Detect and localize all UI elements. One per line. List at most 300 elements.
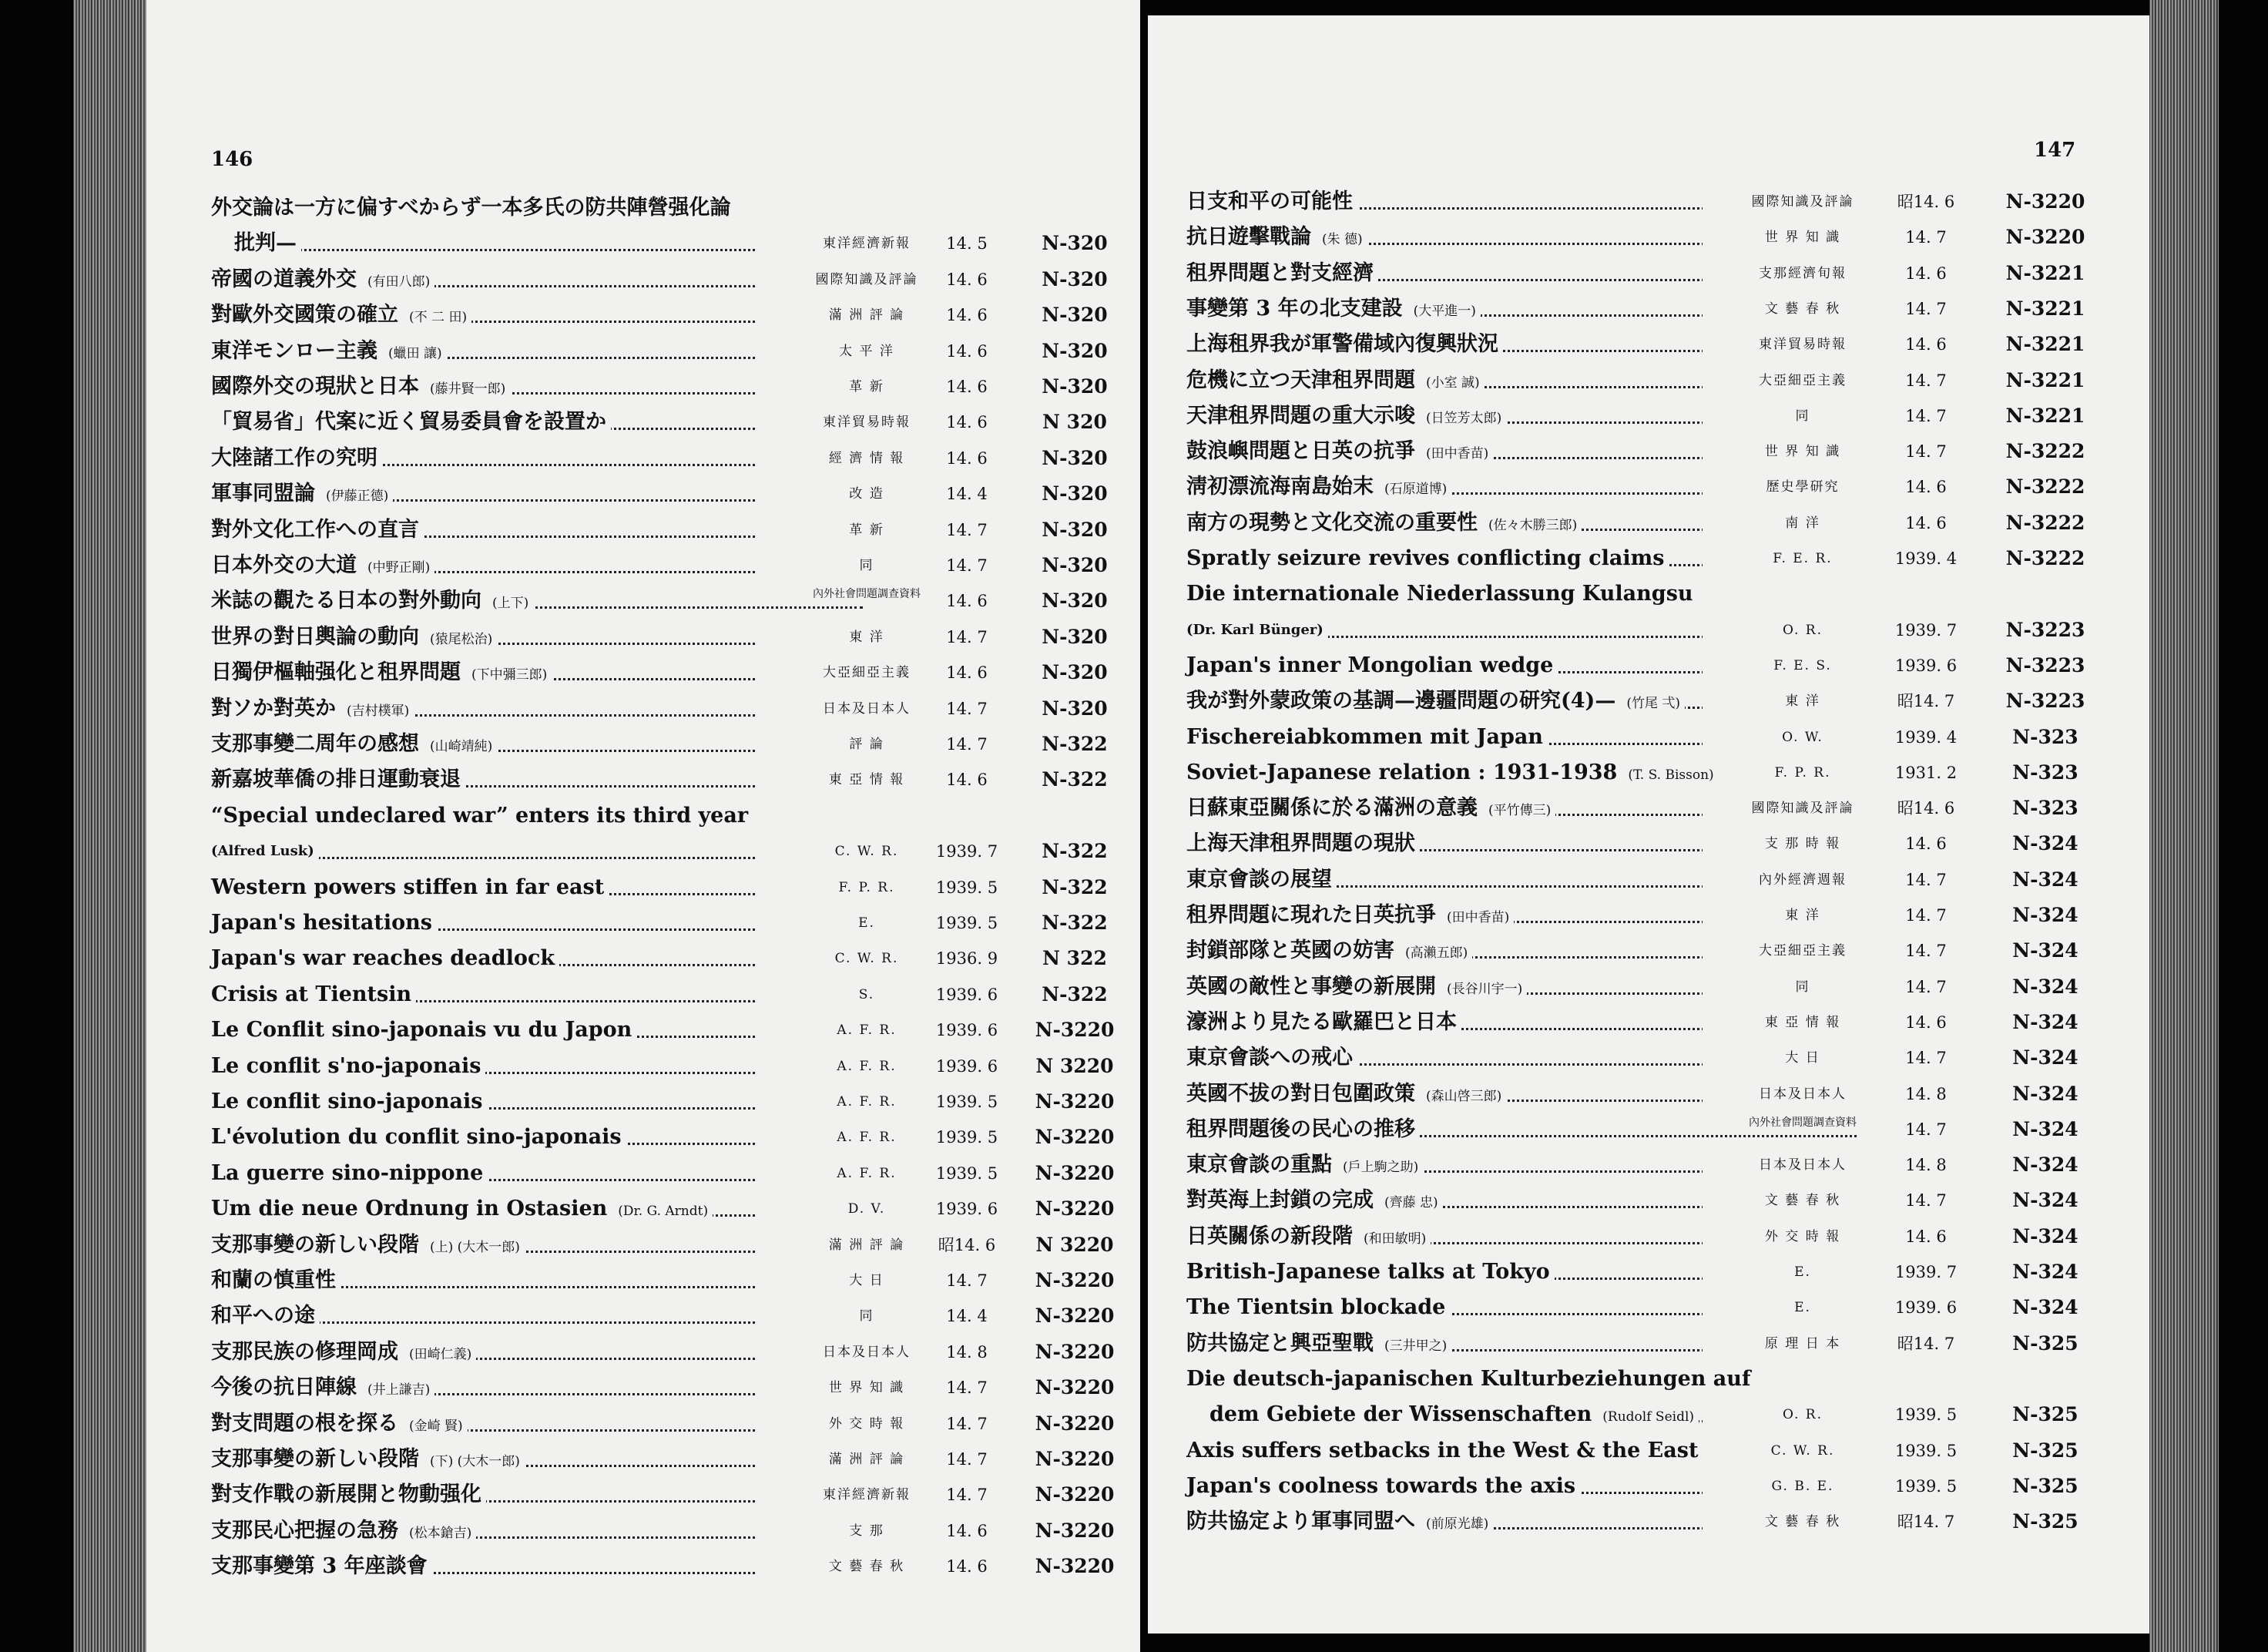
entry-code: N-325 (2012, 1403, 2078, 1426)
entry-source: E. (1703, 1255, 1903, 1289)
entry-row (1148, 649, 2149, 683)
entry-code: N-320 (1042, 339, 1108, 362)
entry-author: (中野正剛) (367, 560, 431, 576)
entry-date: 14. 7 (946, 520, 988, 539)
entry-code: N-3220 (2005, 226, 2085, 249)
entry-source: 東 洋 (755, 620, 978, 654)
entry-row (1148, 1006, 2149, 1039)
entry-row (146, 1157, 1140, 1190)
entry-date: 1939. 5 (935, 914, 998, 932)
entry-title-text: 對ソか對英か (211, 696, 336, 720)
entry-date: 14. 6 (946, 1557, 988, 1576)
entry-code: N-323 (2012, 797, 2078, 820)
entry-title-text: Spratly seizure revives conflicting claims (1186, 546, 1665, 570)
entry-title-text: 米誌の觀たる日本の對外動向 (211, 589, 481, 613)
entry-author: (有田八郎) (367, 274, 431, 290)
entry-code: N-3223 (2005, 653, 2085, 677)
entry-code: N-3222 (2005, 440, 2085, 463)
entry-date: 14. 6 (946, 1521, 988, 1540)
entry-title-text: 南方の現勢と文化交流の重要性 (1186, 510, 1478, 535)
entry-row (146, 1120, 1140, 1154)
entry-source: 國際知識及評論 (1703, 185, 1903, 219)
entry-title-text: Die deutsch-japanischen Kulturbeziehungen auf (1186, 1366, 1751, 1391)
entry-date: 1939. 7 (935, 842, 998, 861)
entry-title-text: 租界問題に現れた日英抗爭 (1186, 903, 1436, 927)
entry-date: 14. 7 (1905, 406, 1947, 425)
entry-date: 14. 7 (1905, 906, 1947, 925)
entry-source: 滿 洲 評 論 (755, 1442, 978, 1476)
entry-code: N-3221 (2005, 368, 2085, 391)
entry-date: 14. 6 (946, 413, 988, 432)
entry-title (211, 620, 497, 656)
entry-source: 支那經濟旬報 (1703, 257, 1903, 290)
entry-date: 1939. 6 (1894, 1298, 1958, 1318)
entry-row (1148, 1291, 2149, 1325)
entry-title-text: Die internationale Niederlassung Kulangsu (1186, 582, 1693, 606)
entry-code: N 3220 (1035, 1054, 1114, 1077)
entry-code: N-323 (2012, 725, 2078, 748)
entry-row (146, 1550, 1140, 1583)
entry-title (211, 1550, 432, 1583)
entry-source: 東 洋 (1703, 684, 1903, 718)
entry-source: O. R. (1703, 613, 1903, 647)
entry-source: 南 洋 (1703, 506, 1903, 540)
entry-source: 東 洋 (1703, 898, 1903, 932)
entry-title (1186, 1505, 1493, 1541)
entry-source: 日本及日本人 (755, 1335, 978, 1369)
entry-row (146, 370, 1140, 404)
entry-row (1148, 791, 2149, 825)
entry-code: N-324 (2012, 868, 2078, 891)
entry-title (1186, 1469, 1580, 1503)
entry-row (1148, 756, 2149, 790)
entry-title (211, 584, 533, 620)
entry-date: 昭14. 6 (1897, 193, 1955, 211)
entry-code: N-320 (1042, 446, 1108, 469)
entry-author: (森山啓三郎) (1426, 1088, 1502, 1104)
entry-title (1186, 185, 1357, 219)
entry-author: (金崎 賢) (409, 1418, 463, 1434)
entry-title (211, 334, 447, 371)
entry-source: 同 (1703, 399, 1903, 433)
entry-title (1186, 506, 1582, 542)
entry-source: D. V. (755, 1192, 978, 1226)
entry-code: N-320 (1042, 482, 1108, 505)
entry-title (1186, 1398, 1699, 1434)
entry-source: 改 造 (755, 477, 978, 511)
entry-title (1186, 827, 1420, 861)
entry-title (211, 191, 735, 225)
entry-title (1186, 934, 1472, 970)
entry-row (1148, 827, 2149, 861)
entry-title-text: 支那事變二周年の感想 (211, 732, 419, 756)
entry-row (1148, 970, 2149, 1004)
entry-code: N-323 (2012, 761, 2078, 784)
entry-date: 14. 7 (946, 1450, 988, 1469)
entry-date: 1939. 4 (1894, 549, 1958, 568)
entry-row (146, 1228, 1140, 1262)
entry-title (1186, 1184, 1443, 1220)
entry-source: 文 藝 春 秋 (1703, 1184, 1903, 1217)
entry-title-text: Japan's inner Mongolian wedge (1186, 653, 1554, 677)
entry-source: 日本及日本人 (1703, 1077, 1903, 1111)
entry-source: 東洋貿易時報 (755, 405, 978, 439)
entry-title-text: 對外文化工作への直言 (211, 517, 419, 542)
entry-title (1186, 613, 1328, 647)
entry-title-text: Um die neue Ordnung in Ostasien (211, 1197, 608, 1221)
entry-source: 日本及日本人 (755, 692, 978, 726)
entry-row (1148, 1184, 2149, 1217)
entry-row (1148, 470, 2149, 504)
entry-source: 外 交 時 報 (1703, 1220, 1903, 1254)
entry-date: 14. 7 (1905, 299, 1947, 318)
entry-source: 支 那 時 報 (1703, 827, 1903, 861)
entry-author: (松本鎗吉) (409, 1525, 472, 1541)
entry-code: N-3220 (1035, 1555, 1115, 1578)
entry-title (1186, 863, 1337, 897)
entry-title-text: 帝國の道義外交 (211, 267, 357, 291)
left-page (146, 0, 1140, 1652)
entry-source: S. (755, 978, 978, 1012)
entry-author: (Rudolf Seidl) (1602, 1409, 1695, 1425)
entry-title-text: 對歐外交國策の確立 (211, 303, 398, 327)
entry-row (146, 263, 1140, 297)
entry-title (211, 1013, 636, 1047)
entry-title-text: 支那民族の修理岡成 (211, 1339, 398, 1364)
entry-date: 14. 7 (946, 1414, 988, 1433)
entry-date: 14. 6 (946, 378, 988, 396)
entry-code: N-3220 (1035, 1019, 1115, 1042)
entry-author: (下中彌三郎) (471, 667, 548, 683)
entry-title-text: Japan's hesitations (211, 911, 432, 935)
entry-row (146, 584, 1140, 618)
entry-title-text: 英國不拔の對日包圍政策 (1186, 1081, 1415, 1106)
entry-author: (T. S. Bisson) (1628, 767, 1714, 783)
entry-source: 國際知識及評論 (755, 263, 978, 297)
entry-title (211, 942, 559, 975)
entry-source: 內外經濟週報 (1703, 863, 1903, 897)
entry-source: C. W. R. (1703, 1434, 1903, 1468)
entry-title (211, 906, 437, 940)
entry-title (211, 442, 382, 475)
entry-source: 文 藝 春 秋 (1703, 1505, 1903, 1539)
entry-source: A. F. R. (755, 1157, 978, 1190)
entry-author: (戶上駒之助) (1343, 1160, 1419, 1176)
entry-source: 原 理 日 本 (1703, 1327, 1903, 1361)
entry-title-text: 支那民心把握の急務 (211, 1518, 398, 1543)
entry-date: 14. 4 (946, 485, 988, 504)
entry-code: N-322 (1042, 840, 1108, 863)
entry-source: E. (755, 906, 978, 940)
entry-row (1148, 863, 2149, 897)
entry-author: (猿尾松治) (430, 631, 493, 647)
entry-title-text: 天津租界問題の重大示唆 (1186, 403, 1415, 428)
entry-title (211, 477, 393, 513)
entry-source: F. P. R. (1703, 756, 1903, 790)
entry-code: N-3223 (2005, 690, 2085, 713)
entry-date: 14. 7 (946, 556, 988, 575)
entry-date: 昭14. 7 (1897, 1513, 1955, 1532)
entry-row (146, 799, 1140, 833)
entry-date: 14. 7 (946, 735, 988, 754)
entry-title-text: British-Japanese talks at Tokyo (1186, 1260, 1550, 1284)
entry-title (1186, 1148, 1423, 1184)
entry-title-text: 我が對外蒙政策の基調—邊疆問題の研究(4)— (1186, 689, 1616, 714)
entry-row (1148, 220, 2149, 254)
entry-row (146, 1407, 1140, 1441)
entry-title (211, 871, 609, 905)
entry-title-text: 支那事變の新しい段階 (211, 1232, 419, 1257)
entry-author: (不 二 田) (409, 310, 468, 326)
entry-source: 文 藝 春 秋 (1703, 292, 1903, 326)
entry-date: 14. 8 (946, 1342, 988, 1362)
entry-date: 昭14. 6 (938, 1235, 996, 1254)
entry-row (146, 513, 1140, 547)
entry-author: (Dr. G. Arndt) (618, 1204, 709, 1220)
entry-title-text: 日本外交の大道 (211, 553, 357, 577)
entry-date: 14. 7 (1905, 870, 1947, 889)
entry-source: G. B. E. (1703, 1469, 1903, 1503)
entry-source: A. F. R. (755, 1013, 978, 1047)
entry-row (1148, 577, 2149, 611)
entry-title (211, 405, 611, 439)
entry-date: 14. 5 (946, 234, 988, 254)
entry-source: 世 界 知 識 (755, 1371, 978, 1405)
entry-title-text: 「貿易省」代案に近く貿易委員會を設置か (211, 410, 606, 435)
entry-title (1186, 1077, 1506, 1113)
entry-title (1186, 470, 1451, 506)
entry-title (211, 834, 319, 868)
entry-title (1186, 791, 1555, 828)
left-page-edge (73, 0, 146, 1652)
entry-date: 14. 7 (946, 699, 988, 718)
entry-code: N-325 (2012, 1474, 2078, 1497)
entry-row (1148, 1255, 2149, 1289)
entry-source: 文 藝 春 秋 (755, 1550, 978, 1583)
entry-date: 14. 6 (946, 306, 988, 325)
entry-source: C. W. R. (755, 942, 978, 975)
entry-author: (田中香苗) (1447, 910, 1510, 925)
entry-title-text: 日獨伊樞軸强化と租界問題 (211, 660, 461, 685)
entry-row (1148, 1148, 2149, 1182)
entry-date: 14. 6 (1905, 1012, 1947, 1032)
entry-title-text: (Alfred Lusk) (211, 843, 314, 860)
entry-code: N-324 (2012, 1296, 2078, 1319)
entry-row (1148, 435, 2149, 468)
entry-code: N-320 (1042, 661, 1108, 684)
entry-date: 14. 6 (946, 270, 988, 289)
entry-code: N-3221 (2005, 333, 2085, 356)
entry-author: (吉村樸軍) (347, 703, 410, 719)
entry-date: 14. 7 (1905, 371, 1947, 390)
entry-date: 14. 6 (946, 592, 988, 611)
entry-source: 東 亞 情 報 (1703, 1006, 1903, 1039)
entry-row (1148, 1434, 2149, 1468)
entry-code: N-322 (1042, 982, 1108, 1006)
entry-row (146, 1192, 1140, 1226)
entry-title-text: 東京會談への戒心 (1186, 1046, 1353, 1070)
entry-code: N-324 (2012, 975, 2078, 998)
entry-row (146, 692, 1140, 726)
entry-date: 1939. 6 (935, 985, 998, 1004)
entry-title-text: 濠洲より見たる歐羅巴と日本 (1186, 1009, 1457, 1034)
entry-source: A. F. R. (755, 1049, 978, 1083)
entry-row (146, 1514, 1140, 1548)
entry-date: 1931. 2 (1894, 763, 1958, 782)
entry-row (146, 298, 1140, 332)
entry-code: N-3220 (1035, 1304, 1115, 1328)
entry-date: 14. 6 (1905, 335, 1947, 354)
entry-date: 昭14. 7 (1897, 1334, 1955, 1353)
entry-code: N 320 (1042, 411, 1107, 434)
entry-row (1148, 1327, 2149, 1361)
entry-author: (小室 誠) (1426, 374, 1480, 391)
entry-title (1186, 684, 1685, 720)
entry-code: N-3223 (2005, 618, 2085, 641)
entry-code: N-322 (1042, 733, 1108, 755)
entry-date: 14. 7 (1905, 1191, 1947, 1210)
entry-date: 1939. 6 (1894, 656, 1958, 675)
entry-code: N-3221 (2005, 261, 2085, 284)
entry-date: 14. 6 (946, 341, 988, 361)
entry-row (146, 1335, 1140, 1369)
entry-title (211, 298, 471, 334)
entry-source: E. (1703, 1291, 1903, 1325)
entry-row (146, 942, 1140, 975)
entry-title-text: 東洋モンロー主義 (211, 338, 377, 363)
entry-date: 昭14. 6 (1897, 799, 1955, 818)
entry-title-text: Fischereiabkommen mit Japan (1186, 724, 1543, 749)
entry-row (1148, 399, 2149, 433)
entry-row (146, 549, 1140, 583)
entry-date: 14. 7 (946, 1378, 988, 1398)
entry-title-text: dem Gebiete der Wissenschaften (1209, 1402, 1592, 1427)
entry-row (146, 1013, 1140, 1047)
entry-title (211, 1299, 320, 1333)
entry-author: (日笠芳太郎) (1426, 410, 1502, 426)
entry-source: O. R. (1703, 1398, 1903, 1432)
entry-code: N-3220 (1035, 1448, 1115, 1470)
entry-title (1186, 542, 1669, 576)
entry-row (1148, 1398, 2149, 1432)
entry-row (1148, 257, 2149, 290)
entry-row (146, 1442, 1140, 1476)
entry-title-text: 防共協定より軍事同盟へ (1186, 1509, 1415, 1534)
entry-title (211, 1049, 485, 1083)
entry-author: (竹尾 弌) (1626, 696, 1681, 712)
entry-code: N-3220 (1035, 1126, 1115, 1149)
entry-title-text: 日蘇東亞關係に於る滿洲の意義 (1186, 796, 1478, 821)
entry-date: 1939. 4 (1894, 727, 1958, 747)
entry-row (1148, 613, 2149, 647)
entry-date: 14. 6 (1905, 478, 1947, 497)
entry-code: N-3220 (1035, 1340, 1115, 1363)
entry-title (211, 1335, 476, 1372)
right-page-edge (2149, 0, 2219, 1652)
entry-title-text: Le conflit sino-japonais (211, 1090, 483, 1113)
entry-title (211, 370, 510, 406)
entry-title (1186, 1434, 1703, 1468)
entry-row (1148, 684, 2149, 718)
entry-title-text: 日英關係の新段階 (1186, 1224, 1353, 1248)
entry-row (146, 978, 1140, 1012)
entry-row (146, 1085, 1140, 1119)
entry-title (1186, 1006, 1461, 1039)
entry-date: 14. 7 (1905, 1120, 1947, 1139)
entry-row (1148, 292, 2149, 326)
entry-author: (佐々木勝三郎) (1488, 517, 1578, 533)
entry-title-text: 對支作戰の新展開と物動强化 (211, 1482, 481, 1507)
entry-date: 1939. 6 (935, 1021, 998, 1040)
entry-title-text: 國際外交の現狀と日本 (211, 374, 419, 398)
entry-source: 大 日 (1703, 1041, 1903, 1075)
entry-title (211, 1514, 476, 1550)
entry-title-text: 新嘉坡華僑の排日運動衰退 (211, 767, 461, 792)
entry-date: 14. 7 (946, 627, 988, 646)
entry-row (146, 1049, 1140, 1083)
entry-title (211, 1264, 341, 1298)
entry-date: 14. 8 (1905, 1156, 1947, 1175)
entry-author: (平竹傳三) (1488, 803, 1552, 819)
entry-code: N-3222 (2005, 475, 2085, 499)
entry-date: 14. 6 (946, 663, 988, 683)
entry-row (1148, 364, 2149, 398)
entry-author: (三井甲之) (1384, 1338, 1448, 1354)
entry-title-text: 支那事變第 3 年座談會 (211, 1554, 428, 1579)
entry-title (1186, 220, 1367, 257)
entry-code: N-320 (1042, 267, 1108, 290)
entry-source: 同 (1703, 970, 1903, 1004)
entry-title (1186, 1220, 1431, 1256)
entry-date: 14. 6 (946, 771, 988, 790)
entry-source: C. W. R. (755, 834, 978, 868)
entry-title-text: 和平への途 (211, 1304, 315, 1328)
entry-code: N-3221 (2005, 404, 2085, 427)
entry-title (1186, 1327, 1451, 1363)
entry-title-text: 世界の對日輿論の動向 (211, 624, 419, 649)
entry-code: N-3220 (1035, 1197, 1115, 1221)
entry-row (1148, 1362, 2149, 1396)
entry-row (1148, 1077, 2149, 1111)
entry-source: 內外社會問題調查資料 (1703, 1116, 1903, 1130)
entry-date: 1939. 5 (1894, 1405, 1958, 1425)
entry-code: N-3220 (1035, 1483, 1115, 1506)
entry-code: N-320 (1042, 375, 1108, 398)
entry-author: (上) (大木一郎) (430, 1239, 520, 1255)
entry-author: (長谷川宇一) (1447, 981, 1523, 997)
entry-title-text: 淸初漂流海南島始末 (1186, 475, 1374, 499)
entry-date: 1939. 5 (935, 1128, 998, 1147)
entry-title-text: 和蘭の慎重性 (211, 1268, 336, 1292)
entry-row (146, 871, 1140, 905)
entry-date: 14. 6 (1905, 1227, 1947, 1246)
entry-source: 大亞細亞主義 (755, 656, 978, 690)
entry-code: N-3220 (1035, 1412, 1115, 1435)
entry-code: N-3222 (2005, 511, 2085, 534)
entry-title-text: 大陸諸工作の究明 (211, 445, 377, 470)
entry-source: A. F. R. (755, 1120, 978, 1154)
entry-source: F. E. R. (1703, 542, 1903, 576)
entry-source: 外 交 時 報 (755, 1407, 978, 1441)
entry-source: 內外社會問題調查資料 (755, 587, 978, 601)
entry-code: N-3220 (1035, 1161, 1115, 1184)
entry-title (211, 263, 434, 299)
entry-title-text: 上海租界我が軍警備域內復興狀況 (1186, 332, 1498, 357)
entry-date: 14. 7 (946, 1486, 988, 1505)
entry-code: N-324 (2012, 1117, 2078, 1140)
entry-date: 14. 7 (1905, 977, 1947, 996)
entry-code: N-324 (2012, 939, 2078, 962)
